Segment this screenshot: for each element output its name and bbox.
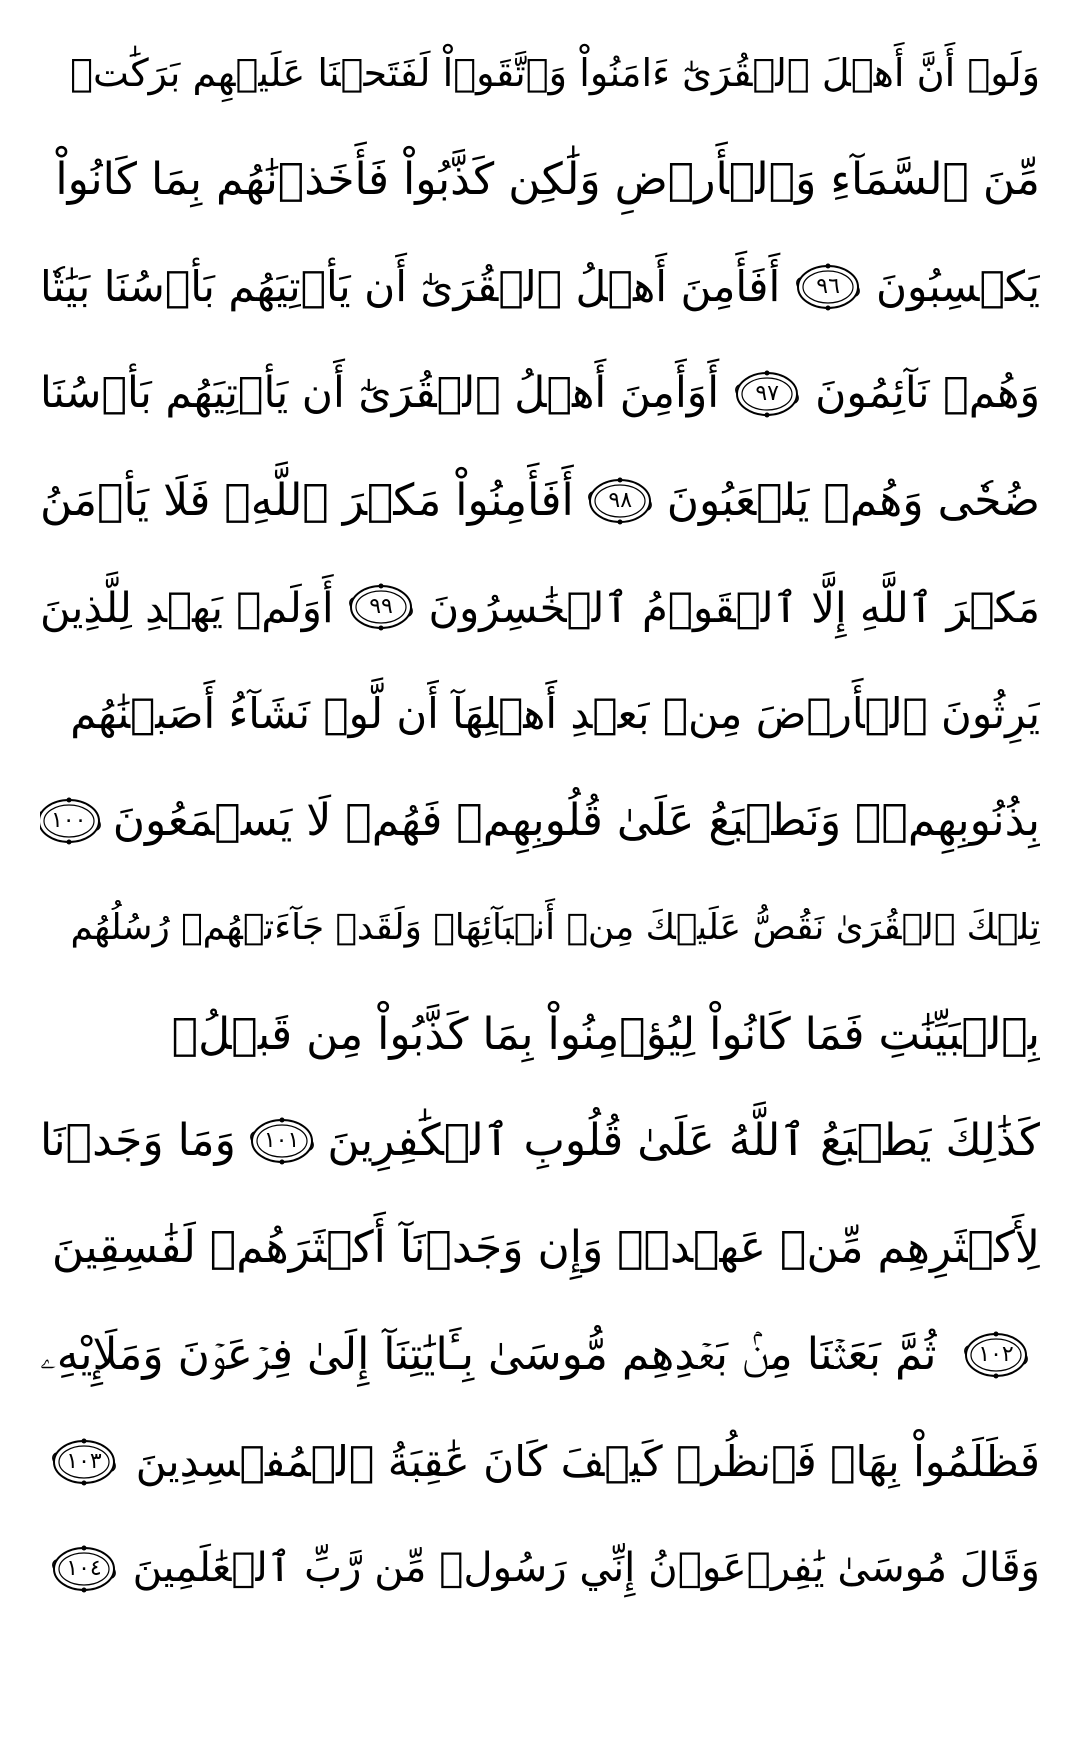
text-line [40, 554, 1040, 661]
verse-number-marker [347, 582, 415, 632]
verse-number-marker [962, 1330, 1030, 1380]
verse-text: أَفَأَمِنُواْ مَكۡرَ ٱللَّهِۚ فَلَا يَأۡمَنُ [40, 474, 574, 526]
verse-number: ٩٩ [369, 594, 393, 620]
mushaf-page [40, 20, 1040, 1730]
verse-text: تِلۡكَ ٱلۡقُرَىٰ نَقُصُّ عَلَيۡكَ مِنۡ أَنۢبَآئِهَاۚ وَلَقَدۡ جَآءَتۡهُمۡ رُسُلُهُم [70, 906, 1040, 948]
verse-text: يَرِثُونَ ٱلۡأَرۡضَ مِنۢ بَعۡدِ أَهۡلِهَآ أَن لَّوۡ نَشَآءُ أَصَبۡنَٰهُم [70, 689, 1040, 739]
verse-number-marker [248, 1116, 316, 1166]
verse-text: يَكۡسِبُونَ [875, 261, 1040, 311]
verse-number: ٩٦ [816, 273, 840, 299]
text-line [40, 874, 1040, 981]
text-line [40, 1515, 1040, 1622]
verse-number-marker [733, 369, 801, 419]
verse-text: وَهُمۡ نَآئِمُونَ [815, 368, 1040, 418]
text-line [40, 1302, 1040, 1409]
verse-number-marker [586, 476, 654, 526]
verse-text: لِأَكۡثَرِهِم مِّنۡ عَهۡدٖۖ وَإِن وَجَدۡنَآ أَكۡثَرَهُمۡ لَفَٰسِقِينَ [51, 1222, 1040, 1274]
verse-text: ثُمَّ بَعَثۡنَا مِنۢ بَعۡدِهِم مُّوسَىٰ بِـَٔايَٰتِنَآ إِلَىٰ فِرۡعَوۡنَ وَمَلَإِيْهِۦ [40, 1328, 937, 1380]
text-line [40, 1195, 1040, 1302]
text-line [40, 340, 1040, 447]
verse-number: ٩٧ [755, 380, 779, 406]
verse-text: أَوَلَمۡ يَهۡدِ لِلَّذِينَ [40, 582, 334, 632]
verse-number: ١٠٤ [66, 1555, 102, 1581]
text-line [40, 234, 1040, 341]
text-line [40, 127, 1040, 234]
verse-text: كَذَٰلِكَ يَطۡبَعُ ٱللَّهُ عَلَىٰ قُلُوبِ ٱلۡكَٰفِرِينَ [327, 1115, 1040, 1167]
text-line [40, 981, 1040, 1088]
verse-number-marker [794, 262, 862, 312]
text-line [40, 1408, 1040, 1515]
verse-number-marker [50, 1437, 118, 1487]
verse-number: ١٠٣ [66, 1448, 102, 1474]
verse-text: مِّنَ ٱلسَّمَآءِ وَٱلۡأَرۡضِ وَلَٰكِن كَذَّبُواْ فَأَخَذۡنَٰهُم بِمَا كَانُواْ [55, 154, 1040, 206]
verse-number-marker [40, 796, 103, 846]
verse-text: أَوَأَمِنَ أَهۡلُ ٱلۡقُرَىٰٓ أَن يَأۡتِيَهُم بَأۡسُنَا [40, 368, 720, 418]
verse-number: ٩٨ [608, 487, 633, 513]
text-line [40, 447, 1040, 554]
text-line [40, 768, 1040, 875]
verse-text: بِذُنُوبِهِمۡۚ وَنَطۡبَعُ عَلَىٰ قُلُوبِهِمۡ فَهُمۡ لَا يَسۡمَعُونَ [112, 794, 1040, 846]
text-line [40, 20, 1040, 127]
verse-text: بِٱلۡبَيِّنَٰتِ فَمَا كَانُواْ لِيُؤۡمِنُواْ بِمَا كَذَّبُواْ مِن قَبۡلُۚ [171, 1008, 1040, 1060]
verse-text: أَفَأَمِنَ أَهۡلُ ٱلۡقُرَىٰٓ أَن يَأۡتِيَهُم بَأۡسُنَا بَيَٰتٗا [40, 261, 781, 311]
verse-text: وَمَا وَجَدۡنَا [40, 1115, 236, 1167]
verse-text: ضُحٗى وَهُمۡ يَلۡعَبُونَ [666, 474, 1040, 526]
text-line [40, 661, 1040, 768]
verse-number: ١٠٠ [50, 807, 87, 833]
text-line [40, 1088, 1040, 1195]
verse-number: ١٠٢ [978, 1341, 1014, 1367]
verse-text: مَكۡرَ ٱللَّهِ إِلَّا ٱلۡقَوۡمُ ٱلۡخَٰسِرُونَ [428, 582, 1040, 632]
verse-text: فَظَلَمُواْ بِهَاۖ فَٱنظُرۡ كَيۡفَ كَانَ عَٰقِبَةُ ٱلۡمُفۡسِدِينَ [135, 1436, 1040, 1486]
verse-text: وَقَالَ مُوسَىٰ يَٰفِرۡعَوۡنُ إِنِّي رَسُولٞ مِّن رَّبِّ ٱلۡعَٰلَمِينَ [132, 1545, 1040, 1592]
verse-number: ١٠١ [263, 1128, 300, 1154]
verse-text: وَلَوۡ أَنَّ أَهۡلَ ٱلۡقُرَىٰٓ ءَامَنُواْ وَٱتَّقَوۡاْ لَفَتَحۡنَا عَلَيۡهِم بَرَكَٰتٖ [70, 51, 1040, 96]
verse-number-marker [50, 1544, 118, 1594]
